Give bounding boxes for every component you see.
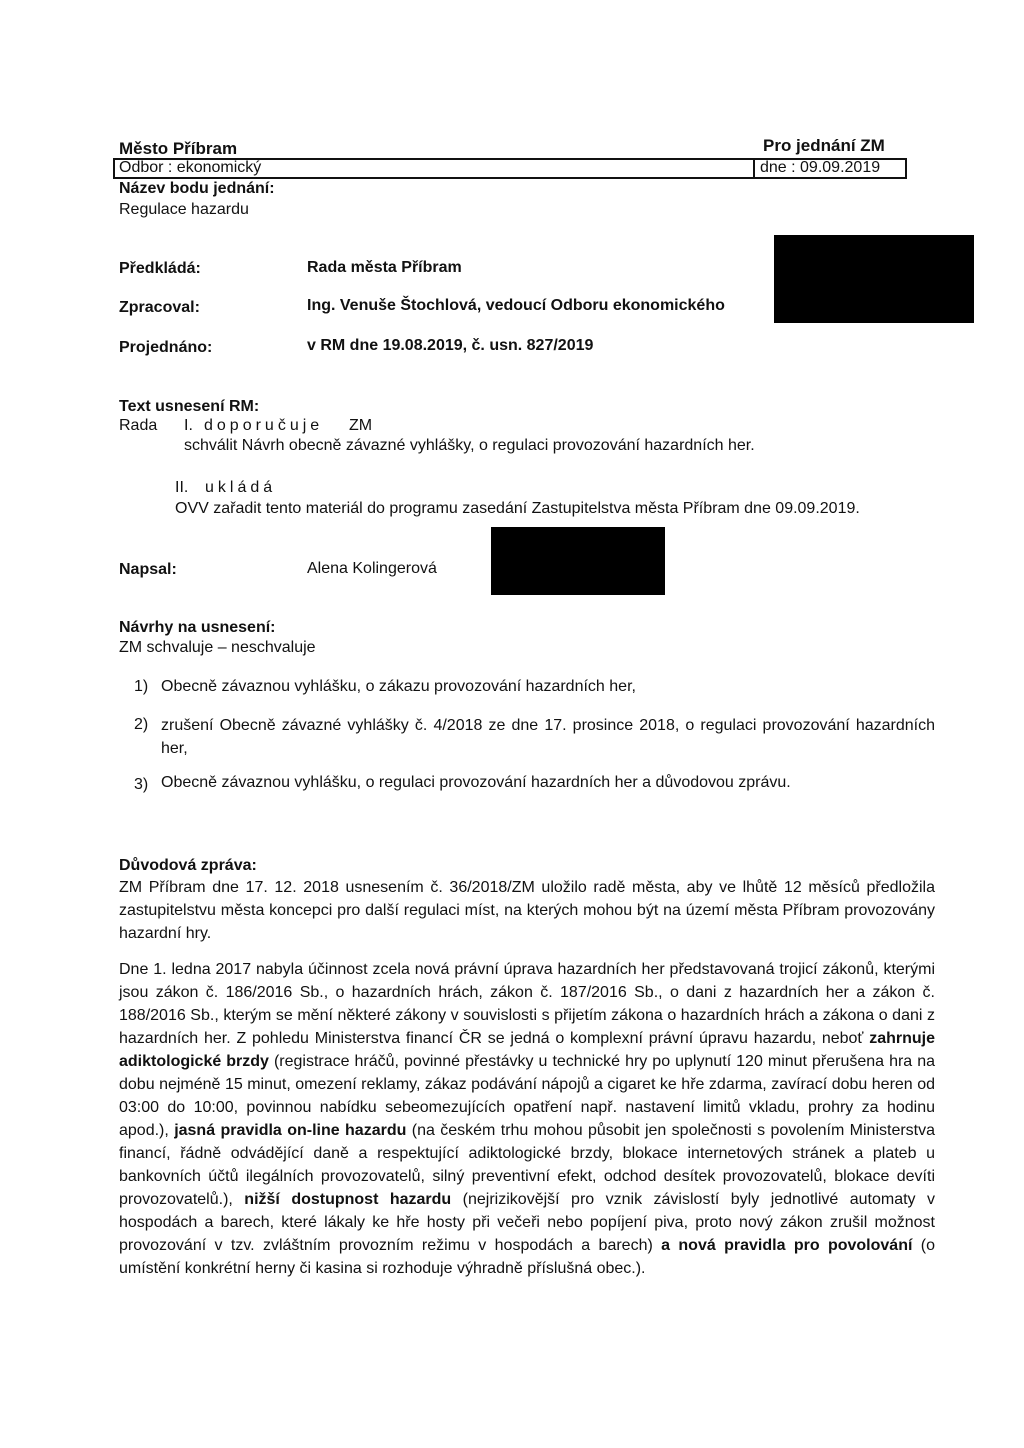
- report-heading: Důvodová zpráva:: [119, 857, 257, 874]
- date-left-border: [753, 158, 755, 178]
- rm-item-ii-text: OVV zařadit tento materiál do programu zasedání Zastupitelstva města Příbram dne 09.09.2019.: [175, 500, 860, 517]
- author-label: Napsal:: [119, 561, 177, 578]
- meeting-date: dne : 09.09.2019: [760, 159, 881, 176]
- proposal-number: 1): [134, 678, 149, 695]
- report-paragraph-1: ZM Příbram dne 17. 12. 2018 usnesením č. 36/2018/ZM uložilo radě města, aby ve lhůtě 12 měsíců předložila zastupitelstvu města koncepci pro další regulaci míst, na kterých mohou být na území města Příbram provozovány hazardní hry.: [119, 879, 935, 942]
- city-name: Město Příbram: [119, 139, 238, 158]
- item-title: Regulace hazardu: [119, 201, 249, 218]
- header-bottom-rule: [113, 177, 907, 179]
- report-emphasis: nižší dostupnost hazardu: [244, 1191, 452, 1208]
- proposals-sub: ZM schvaluje – neschvaluje: [119, 639, 316, 656]
- submits-label: Předkládá:: [119, 260, 201, 277]
- rm-item-i-zm: ZM: [349, 417, 373, 434]
- proposal-text: Obecně závaznou vyhlášku, o regulaci provozování hazardních her a důvodovou zprávu.: [161, 774, 791, 791]
- report-emphasis: a nová pravidla pro povolování: [661, 1237, 913, 1254]
- submits-value: Rada města Příbram: [307, 259, 462, 276]
- rm-rada: Rada: [119, 417, 158, 434]
- proposal-text: Obecně závaznou vyhlášku, o zákazu provozování hazardních her,: [161, 678, 636, 695]
- rm-item-i-text: schválit Návrh obecně závazné vyhlášky, o regulaci provozování hazardních her.: [184, 437, 755, 454]
- rm-item-i-verb: doporučuje: [204, 417, 324, 434]
- report-text: Dne 1. ledna 2017 nabyla účinnost zcela nová právní úprava hazardních her představovaná trojicí zákonů, kterými jsou zákon č. 186/2016 Sb., o hazardních hrách, zákon č. 187/2016 Sb., o dani z hazardních her a zákon č. 188/2016 Sb., kterým se mění některé zákony v souvislosti s přijetím zákona o hazardních hrách a zákona o dani z hazardních her. Z pohledu Ministerstva financí ČR se jedná o komplexní právní úpravu hazardu, neboť: [119, 961, 935, 1047]
- rm-item-ii-number: II.: [175, 479, 189, 496]
- report-text: (registrace hráčů, povinné přestávky u technické hry po uplynutí 120 minut přerušena hra na dobu nejméně 15 minut, omezení reklamy, zákaz podávání nápojů a cigaret ke hře zdarma, zavírací dobu heren od 03:00 do 10:00, povinnou nabídku sebeomezujících opatření např. nastavení limitů vkladu, prohry za hodinu apod.),: [119, 1053, 935, 1139]
- item-label: Název bodu jednání:: [119, 180, 275, 197]
- proposal-text: zrušení Obecně závazné vyhlášky č. 4/2018 ze dne 17. prosince 2018, o regulaci provozování hazardních her,: [161, 717, 935, 757]
- prepared-label: Zpracoval:: [119, 299, 200, 316]
- rm-item-ii-verb: ukládá: [205, 479, 277, 496]
- report-emphasis: zahrnuje adiktologické brzdy: [119, 1030, 935, 1070]
- proposals-heading: Návrhy na usnesení:: [119, 619, 276, 636]
- report-paragraph-2: [119, 958, 935, 1280]
- proposal-number: 2): [134, 716, 149, 733]
- redaction-box: [774, 235, 974, 323]
- discussed-label: Projednáno:: [119, 339, 213, 356]
- department: Odbor : ekonomický: [119, 159, 262, 176]
- report-text: (o umístění konkrétní herny či kasina si rozhoduje výhradně příslušná obec.).: [119, 1237, 936, 1277]
- report-text: (na českém trhu mohou působit jen společnosti s povolením Ministerstva financí, řádně odvádějící daně a respektující adiktologické brzdy, blokace internetových stránek a plateb u bankovních účtů ilegálních provozovatelů, silný preventivní efekt, odchod desítek provozovatelů, blokace devíti provozovatelů.),: [119, 1122, 936, 1208]
- proposal-number: 3): [134, 776, 149, 793]
- rm-item-i-number: I.: [184, 417, 193, 434]
- report-emphasis: jasná pravidla on-line hazardu: [174, 1122, 407, 1139]
- prepared-value: Ing. Venuše Štochlová, vedoucí Odboru ekonomického: [307, 297, 725, 314]
- discussed-value: v RM dne 19.08.2019, č. usn. 827/2019: [307, 337, 594, 354]
- report-text: (nejrizikovější pro vznik závislostí byly jednotlivé automaty v hospodách a barech, které lákaly ke hře hosty při večeři nebo popíjení piva, proto nový zákon zrušil možnost provozování v tzv. zvláštním provozním režimu v hospodách a barech): [119, 1191, 936, 1254]
- date-right-border: [905, 158, 907, 178]
- author-name: Alena Kolingerová: [307, 560, 437, 577]
- signature-redaction: [491, 527, 665, 595]
- meeting-label: Pro jednání ZM: [763, 136, 885, 155]
- header-left-border: [113, 158, 115, 178]
- rm-heading: Text usnesení RM:: [119, 398, 260, 415]
